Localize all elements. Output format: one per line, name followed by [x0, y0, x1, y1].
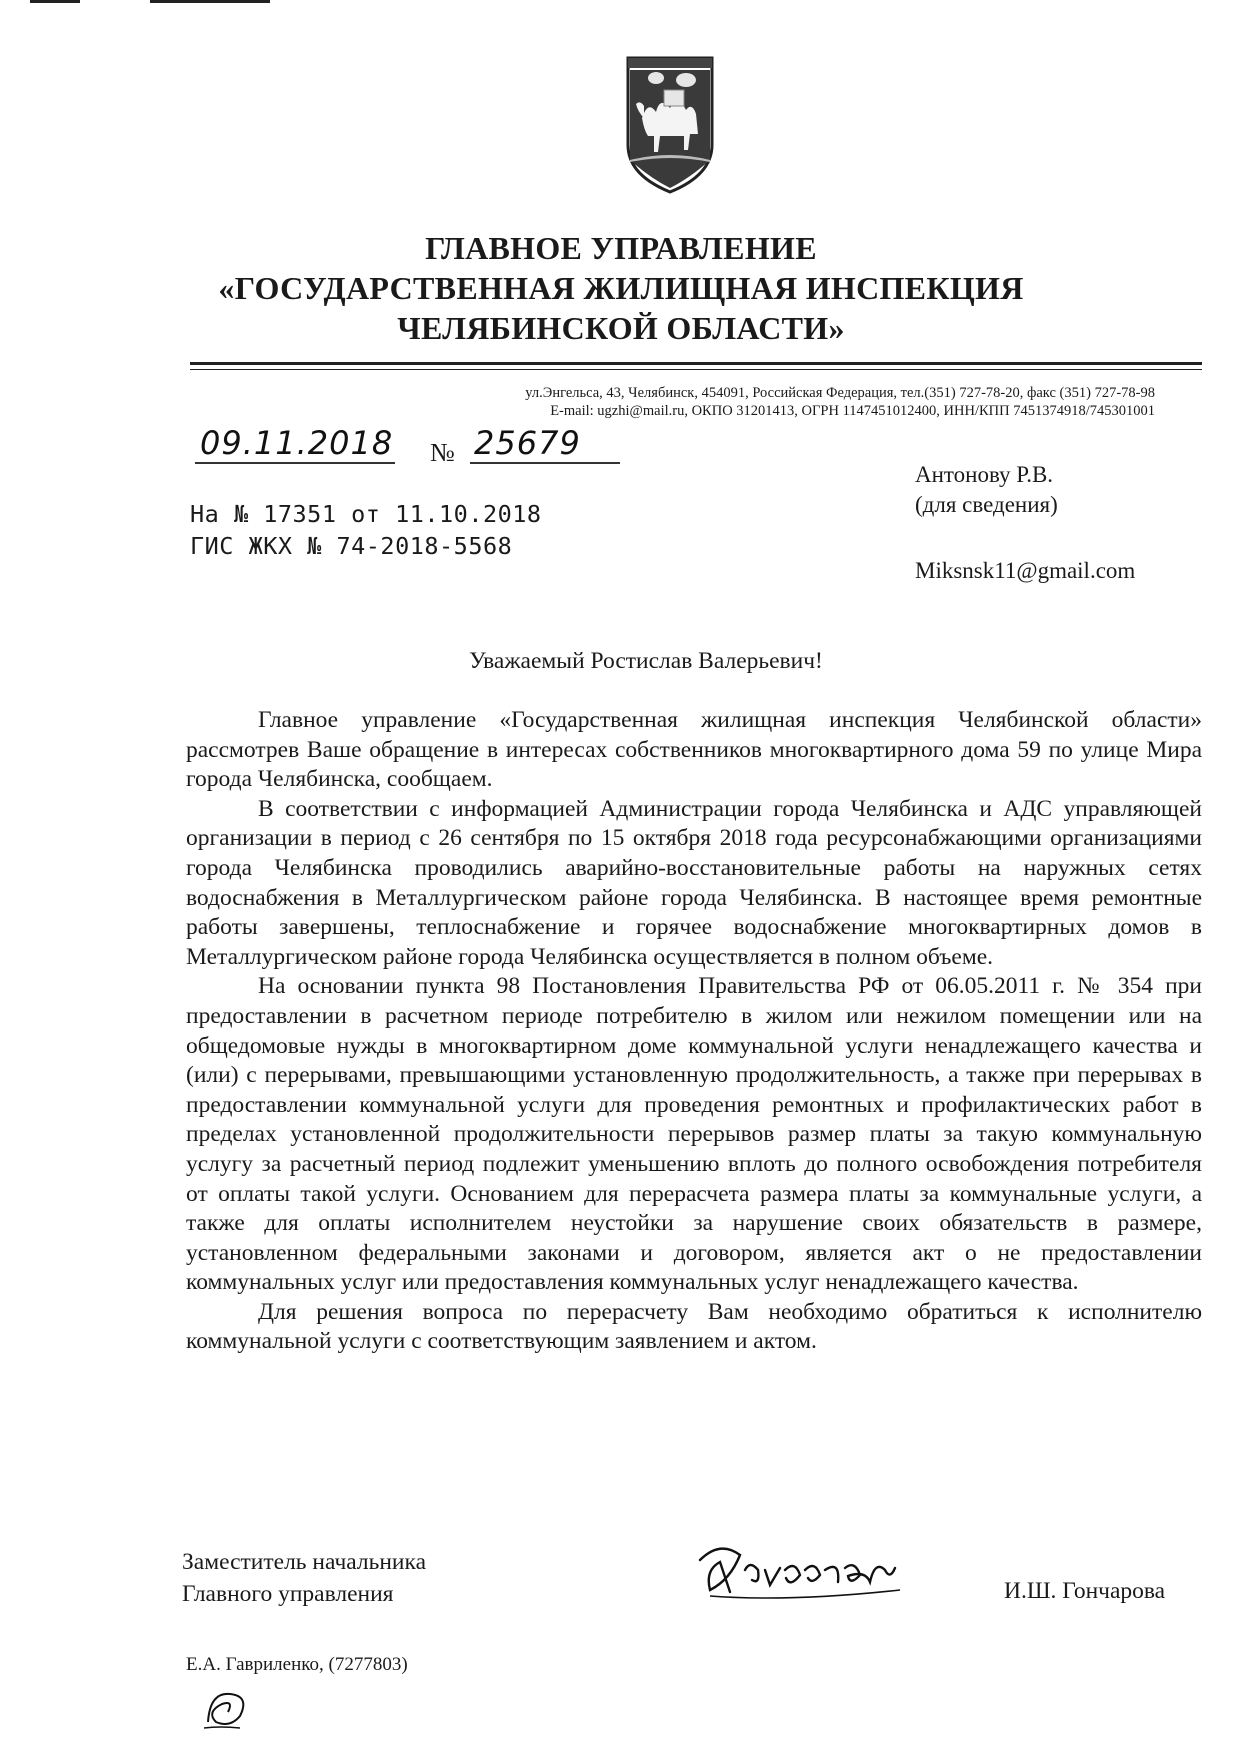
- header-rule-thin: [190, 369, 1202, 370]
- body-paragraph: В соответствии с информацией Администрации города Челябинска и АДС управляющей организации в период с 26 сентября по 15 октября 2018 года ресурсонабжающими организациями города Челябинска проводились аварийно-восстановительные работы на наружных сетях водоснабжения в Металлургическом районе города Челябинска. В настоящее время ремонтные работы завершены, теплоснабжение и горячее водоснабжение многоквартирных домов в Металлургическом районе города Челябинска осуществляется в полном объеме.: [186, 795, 1202, 970]
- org-title-line-1: ГЛАВНОЕ УПРАВЛЕНИЕ: [425, 230, 817, 266]
- handwritten-mark: [200, 1682, 260, 1732]
- signer-position-line-1: Заместитель начальника: [182, 1549, 426, 1575]
- recipient-name: Антонову Р.В.: [915, 462, 1054, 487]
- org-title-line-3: ЧЕЛЯБИНСКОЙ ОБЛАСТИ»: [397, 310, 845, 346]
- number-underline: [470, 462, 620, 464]
- body-paragraph: Для решения вопроса по перерасчету Вам необходимо обратиться к исполнителю коммунальной услуги с соответствующим заявлением и актом.: [186, 1298, 1202, 1355]
- scan-edge-marks: [30, 0, 290, 6]
- signer-position: [182, 1546, 426, 1610]
- org-email-codes: E-mail: ugzhi@mail.ru, ОКПО 31201413, ОГРН 1147451012400, ИНН/КПП 7451374918/745301001: [550, 403, 1155, 419]
- body-paragraph: На основании пункта 98 Постановления Правительства РФ от 06.05.2011 г. № 354 при предоставлении в расчетном периоде потребителю в жилом или нежилом помещении или на общедомовые нужды в многоквартирном доме коммунальной услуги ненадлежащего качества и (или) с перерывами, превышающими установленную продолжительность, а также при перерывах в предоставлении коммунальной услуги для проведения ремонтных и профилактических работ в пределах установленной продолжительности перерывов размер платы за такую коммунальную услугу за расчетный период подлежит уменьшению вплоть до полного освобождения потребителя от оплаты такой услуги. Основанием для перерасчета размера платы за коммунальные услуги, а также для оплаты исполнителем неустойки за нарушение своих обязательств в размере, установленном федеральными законами и договором, является акт о не предоставлении коммунальных услуг или предоставления коммунальных услуг ненадлежащего качества.: [186, 973, 1202, 1296]
- recipient-note: (для сведения): [915, 492, 1058, 517]
- org-title-line-2: «ГОСУДАРСТВЕННАЯ ЖИЛИЩНАЯ ИНСПЕКЦИЯ: [218, 270, 1024, 306]
- registration-date: 09.11.2018: [200, 424, 394, 462]
- executor-contact: Е.А. Гавриленко, (7277803): [186, 1654, 408, 1675]
- chelyabinsk-coat-of-arms-icon: [620, 50, 720, 200]
- reference-line-1: На № 17351 от 11.10.2018: [190, 500, 542, 528]
- letter-body: [186, 706, 1202, 1357]
- reference-line-2: ГИС ЖКХ № 74-2018-5568: [190, 532, 513, 560]
- header-rule-thick: [190, 362, 1202, 365]
- registration-number: 25679: [474, 424, 581, 462]
- salutation: Уважаемый Ростислав Валерьевич!: [469, 648, 823, 674]
- signer-name: И.Ш. Гончарова: [1004, 1578, 1166, 1604]
- number-sign: №: [430, 438, 455, 467]
- organization-title: [0, 228, 1242, 348]
- body-paragraph: Главное управление «Государственная жилищная инспекция Челябинской области» рассмотрев Ваше обращение в интересах собственников многоквартирного дома 59 по улице Мира города Челябинска, сообщаем.: [186, 707, 1202, 793]
- org-address: ул.Энгельса, 43, Челябинск, 454091, Российская Федерация, тел.(351) 727-78-20, факс (351) 727-78-98: [525, 385, 1155, 401]
- date-underline: [195, 462, 395, 464]
- handwritten-signature: [690, 1530, 910, 1610]
- signer-position-line-2: Главного управления: [182, 1581, 394, 1607]
- recipient-email: Miksnsk11@gmail.com: [915, 558, 1136, 583]
